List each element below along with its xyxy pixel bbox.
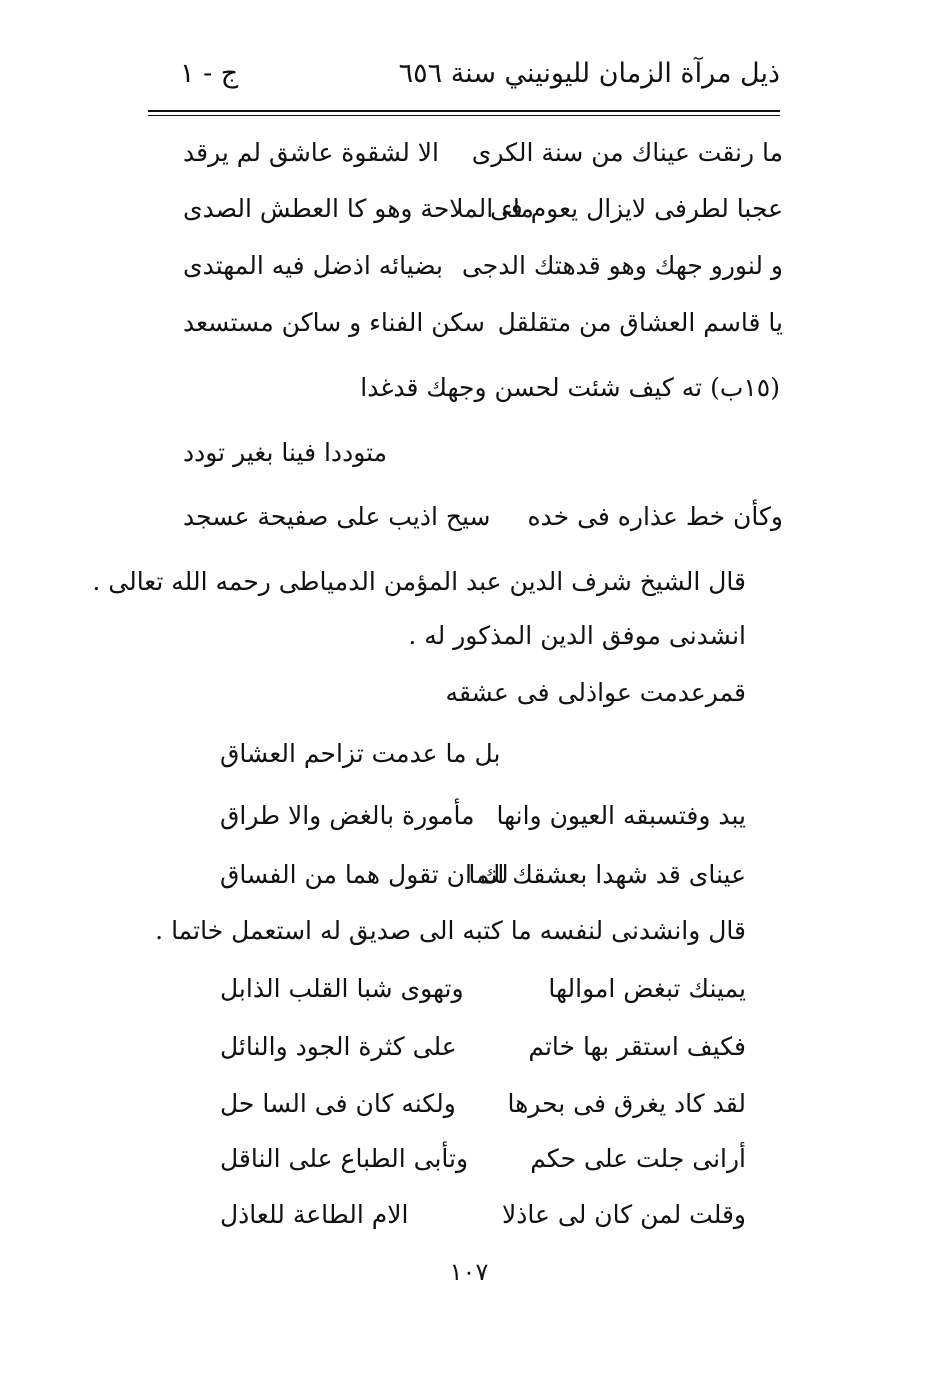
verse-second-hemistich: ماء الملاحة وهو كا العطش الصدى: [183, 194, 534, 223]
verse-second-hemistich: على كثرة الجود والنائل: [220, 1032, 457, 1061]
verse-second-hemistich: مأمورة بالغض والا طراق: [220, 801, 475, 830]
verse-second-hemistich: سيح اذيب على صفيحة عسجد: [183, 502, 491, 531]
verse-first-hemistich: وقلت لمن كان لى عاذلا: [502, 1200, 746, 1229]
verse-line: [220, 1087, 746, 1121]
verse-first-hemistich: لقد كاد يغرق فى بحرها: [507, 1089, 746, 1118]
verse-line: [220, 1198, 746, 1232]
prose-line: قال وانشدنى لنفسه ما كتبه الى صديق له استعمل خاتما .: [155, 916, 746, 945]
prose-line: قال الشيخ شرف الدين عبد المؤمن الدمياطى رحمه الله تعالى .: [92, 567, 746, 596]
verse-second-hemistich: سكن الفناء و ساكن مستسعد: [183, 308, 485, 337]
verse-line: [220, 799, 746, 833]
header-volume: ج - ١: [180, 58, 239, 89]
prose-line: قمرعدمت عواذلى فى عشقه: [445, 678, 746, 707]
verse-line: [183, 306, 783, 340]
verse-line: [183, 249, 783, 283]
verse-line: [220, 1030, 746, 1064]
verse-second-hemistich: الام الطاعة للعاذل: [220, 1200, 409, 1229]
verse-line: [220, 972, 746, 1006]
verse-first-hemistich: عجبا لطرفى لايزال يعوم فى: [489, 194, 783, 223]
verse-second-hemistich: وتهوى شبا القلب الذابل: [220, 974, 464, 1003]
verse-first-hemistich: يمينك تبغض اموالها: [548, 974, 746, 1003]
verse-first-hemistich: يبد وفتسبقه العيون وانها: [496, 801, 746, 830]
verse-first-hemistich: يا قاسم العشاق من متقلقل: [497, 308, 783, 337]
verse-line: [220, 858, 746, 892]
verse-first-hemistich: و لنورو جهك وهو قدهتك الدجى: [461, 251, 783, 280]
verse-line: [183, 136, 783, 170]
verse-second-hemistich: وتأبى الطباع على الناقل: [220, 1144, 469, 1173]
verse-second-hemistich: لك ان تقول هما من الفساق: [220, 860, 509, 889]
verse-first-hemistich: فكيف استقر بها خاتم: [528, 1032, 746, 1061]
page-number: ١٠٧: [449, 1258, 489, 1286]
prose-line: بل ما عدمت تزاحم العشاق: [220, 739, 501, 768]
verse-first-hemistich: ما رنقت عيناك من سنة الكرى: [471, 138, 783, 167]
verse-line-mutawaddid: متوددا فينا بغير تودد: [183, 438, 388, 467]
verse-line: [183, 500, 783, 534]
verse-second-hemistich: الا لشقوة عاشق لم يرقد: [183, 138, 439, 167]
verse-first-hemistich: وكأن خط عذاره فى خده: [527, 502, 783, 531]
verse-first-hemistich: عيناى قد شهدا بعشقك انما: [468, 860, 746, 889]
verse-second-hemistich: ولكنه كان فى السا حل: [220, 1089, 456, 1118]
verse-second-hemistich: بضيائه اذضل فيه المهتدى: [183, 251, 443, 280]
prose-line: انشدنى موفق الدين المذكور له .: [408, 621, 746, 650]
verse-line: [220, 1142, 746, 1176]
verse-line-15b: (١٥ب) ته كيف شئت لحسن وجهك قدغدا: [360, 373, 780, 402]
verse-first-hemistich: أرانى جلت على حكم: [530, 1144, 746, 1173]
verse-line: [183, 192, 783, 226]
header-title: ذيل مرآة الزمان لليونيني سنة ٦٥٦: [398, 58, 780, 89]
